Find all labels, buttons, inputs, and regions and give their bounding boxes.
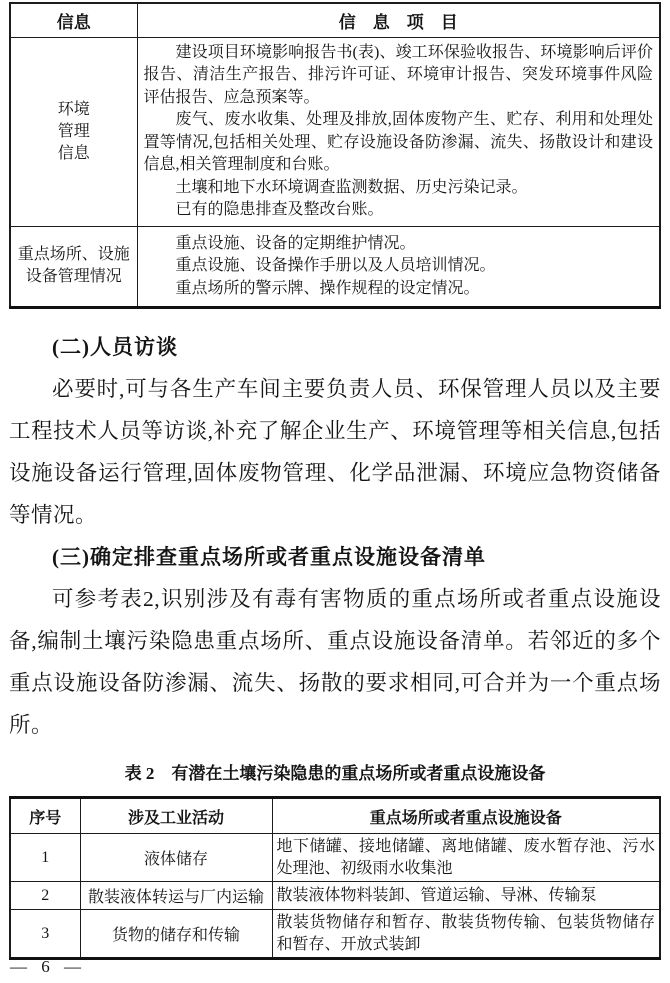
table-row (10, 834, 660, 882)
row-number: 1 (10, 834, 80, 882)
table-row (10, 910, 660, 959)
info-paragraph: 重点设施、设备的定期维护情况。 (175, 234, 416, 252)
info-table-header-items: 信 息 项 目 (137, 3, 660, 37)
key-sites-header-no: 序号 (10, 798, 80, 834)
row-detail: 地下储罐、接地储罐、离地储罐、废水暂存池、污水处理池、初级雨水收集池 (272, 834, 660, 882)
section-paragraph: 必要时,可与各生产车间主要负责人员、环保管理人员以及主要工程技术人员等访谈,补充了解企业生产、环境管理等相关信息,包括设施设备运行管理,固体废物管理、化学品泄漏、环境应急物资储备等情况。 (9, 377, 661, 527)
key-sites-header-activity: 涉及工业活动 (80, 798, 272, 834)
key-sites-table (9, 796, 661, 960)
info-paragraph: 已有的隐患排查及整改台账。 (175, 201, 384, 218)
row-activity: 货物的储存和传输 (80, 910, 272, 959)
section-heading-checklist: (三)确定排查重点场所或者重点设施设备清单 (52, 545, 486, 569)
info-table-header-info: 信息 (10, 3, 137, 37)
info-row-label-line: 管理 (57, 122, 90, 140)
info-paragraph: 重点场所的警示牌、操作规程的设定情况。 (175, 279, 480, 297)
table2-caption: 表 2 有潜在土壤污染隐患的重点场所或者重点设施设备 (124, 764, 546, 783)
section-paragraph: 可参考表2,识别涉及有毒有害物质的重点场所或者重点设施设备,编制土壤污染隐患重点场所、重点设施设备清单。若邻近的多个重点设施设备防渗漏、流失、扬散的要求相同,可合并为一个重点场所。 (9, 587, 661, 737)
row-activity: 散装液体转运与厂内运输 (80, 882, 272, 910)
row-number: 2 (10, 882, 80, 910)
info-table-header-row (10, 3, 660, 37)
row-detail: 散装液体物料装卸、管道运输、导淋、传输泵 (272, 882, 660, 910)
row-number: 3 (10, 910, 80, 959)
info-table (9, 2, 661, 309)
info-row-label-line: 重点场所、设施 (17, 246, 130, 264)
row-activity: 液体储存 (80, 834, 272, 882)
info-paragraph: 废气、废水收集、处理及排放,固体废物产生、贮存、利用和处理处置等情况,包括相关处理、贮存设施设备防渗漏、流失、扬散设计和建设信息,相关管理制度和台账。 (143, 111, 653, 173)
info-row-content (137, 37, 660, 226)
key-sites-header-row (10, 798, 660, 834)
info-table-row-environment (10, 37, 660, 226)
key-sites-header-detail: 重点场所或者重点设施设备 (272, 798, 660, 834)
info-row-label-line: 信息 (57, 144, 90, 162)
table-row (10, 882, 660, 910)
section-heading-personnel-interview: (二)人员访谈 (52, 335, 178, 359)
info-row-label (10, 226, 137, 308)
info-paragraph: 建设项目环境影响报告书(表)、竣工环保验收报告、环境影响后评价报告、清洁生产报告、排污许可证、环境审计报告、突发环境事件风险评估报告、应急预案等。 (143, 43, 653, 106)
info-row-content (137, 226, 660, 308)
info-paragraph: 土壤和地下水环境调查监测数据、历史污染记录。 (175, 178, 528, 196)
info-row-label (10, 37, 137, 226)
info-row-label-line: 设备管理情况 (25, 268, 122, 286)
row-detail: 散装货物储存和暂存、散装货物传输、包装货物储存和暂存、开放式装卸 (272, 910, 660, 959)
info-table-row-key-sites (10, 226, 660, 308)
info-row-label-line: 环境 (57, 100, 90, 118)
page-number: — 6 — (10, 957, 86, 976)
info-paragraph: 重点设施、设备操作手册以及人员培训情况。 (175, 257, 496, 274)
